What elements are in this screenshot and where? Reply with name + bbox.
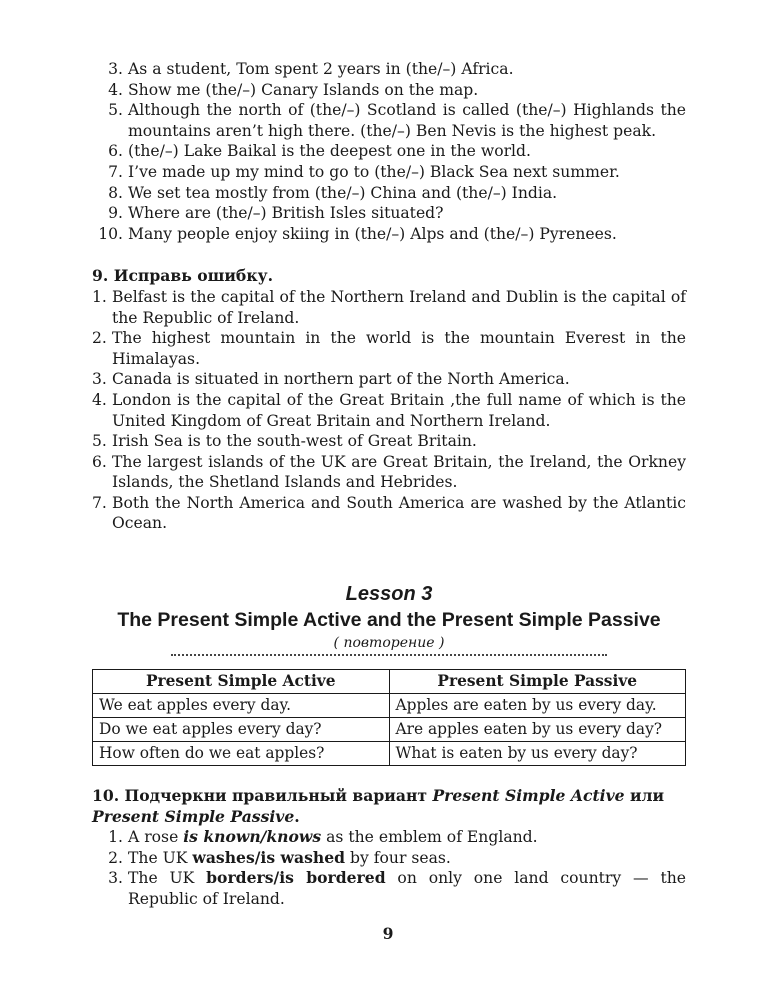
list-item: 6. The largest islands of the UK are Great Britain, the Ireland, the Orkney Islands, the Shetland Islands and Hebrides. (92, 452, 686, 492)
table-header-cell: Present Simple Active (93, 670, 390, 694)
table-cell: Are apples eaten by us every day? (389, 718, 686, 742)
table-cell: How often do we eat apples? (93, 742, 390, 766)
exercise-9-heading: 9. Исправь ошибку. (92, 266, 274, 286)
answer-choice: washes/is washed (192, 847, 346, 867)
list-item: 2. The highest mountain in the world is the mountain Everest in the Himalayas. (92, 329, 686, 368)
list-item: 1. Belfast is the capital of the Northern Ireland and Dublin is the capital of the Republic of Ireland. (92, 287, 686, 327)
table-cell: Apples are eaten by us every day. (389, 694, 686, 718)
table-row (93, 742, 686, 766)
list-item: 3. The UK borders/is bordered on only one land country — the Republic of Ireland. (108, 868, 686, 909)
page-number: 9 (382, 924, 394, 943)
list-item: 9. Where are (the/–) British Isles situated? (108, 204, 444, 223)
list-item: 3. Canada is situated in northern part of the North America. (92, 370, 570, 389)
lesson-note: ( повторение ) (333, 635, 445, 652)
exercise-8-list (92, 59, 686, 244)
list-item: 8. We set tea mostly from (the/–) China and (the/–) India. (108, 183, 558, 202)
list-item: 1. A rose is known/knows as the emblem of England. (108, 827, 538, 847)
page-content (92, 59, 686, 910)
list-item: 7. Both the North America and South America are washed by the Atlantic Ocean. (92, 493, 686, 533)
answer-choice: is known/knows (183, 827, 322, 847)
exercise-10-heading: 10. Подчеркни правильный вариант Present Simple Active или Present Simple Passive. (92, 786, 665, 826)
table-cell: Do we eat apples every day? (93, 718, 390, 742)
table-row (93, 718, 686, 742)
dotted-divider (171, 654, 607, 656)
list-item: 7. I’ve made up my mind to go to (the/–) Black Sea next summer. (108, 162, 620, 181)
comparison-table (92, 669, 686, 766)
lesson-title: Lesson 3 (345, 583, 433, 606)
answer-choice: borders/is bordered (206, 868, 386, 888)
table-header-cell: Present Simple Passive (389, 670, 686, 694)
list-item: 5. Although the north of (the/–) Scotland is called (the/–) Highlands the mountains aren’t high there. (the/–) Ben Nevis is the highest peak. (108, 101, 686, 140)
list-item: 4. London is the capital of the Great Britain ,the full name of which is the United Kingdom of Great Britain and Northern Ireland. (92, 390, 686, 430)
list-item: 5. Irish Sea is to the south-west of Great Britain. (92, 432, 477, 451)
list-item: 3. As a student, Tom spent 2 years in (the/–) Africa. (108, 60, 514, 78)
list-item: 4. Show me (the/–) Canary Islands on the map. (108, 80, 479, 99)
table-cell: What is eaten by us every day? (389, 742, 686, 766)
table-header-row (93, 670, 686, 694)
list-item: 6. (the/–) Lake Baikal is the deepest one in the world. (108, 142, 531, 161)
table-row (93, 694, 686, 718)
list-item: 10. Many people enjoy skiing in (the/–) Alps and (the/–) Pyrenees. (98, 224, 617, 243)
exercise-10-list (92, 827, 686, 909)
table-cell: We eat apples every day. (93, 694, 390, 718)
list-item: 2. The UK washes/is washed by four seas. (108, 847, 451, 867)
lesson-subtitle: The Present Simple Active and the Present Simple Passive (117, 609, 661, 632)
exercise-9-list (92, 287, 686, 534)
